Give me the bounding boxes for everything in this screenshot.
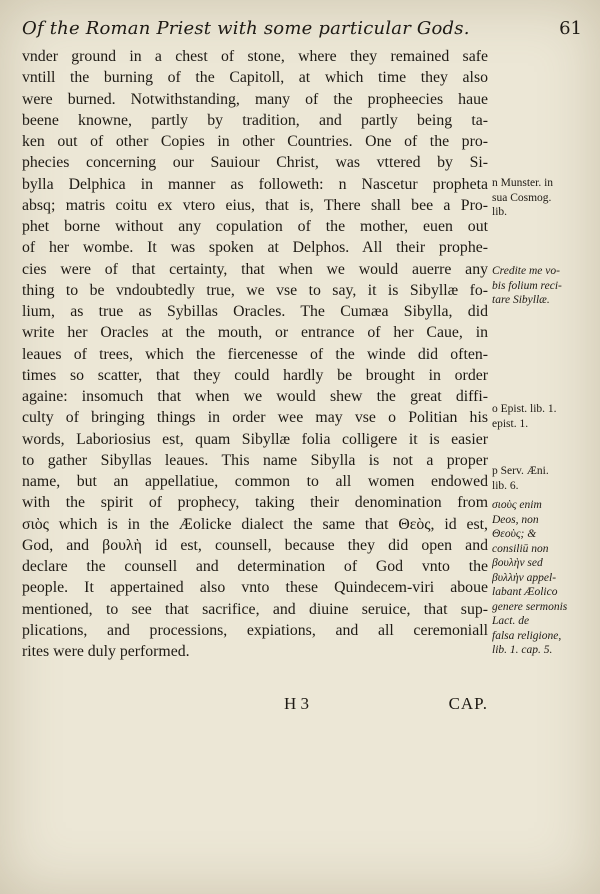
text-line: name, but an appellatiue, common to all women endowed [22, 473, 488, 490]
text-line: were burned. Notwithstanding, many of the propheecies haue [22, 90, 488, 108]
margin-note-line: σιοὺς enim [492, 499, 542, 511]
margin-note-line: falsa religione, [492, 629, 562, 642]
margin-note-line: Deos, non [492, 513, 539, 526]
margin-note-line: lib. 6. [492, 479, 519, 492]
margin-note-line: epist. 1. [492, 417, 529, 430]
text-line: lium, as true as Sybillas Oracles. The Cumæa Sibylla, did [22, 303, 488, 320]
running-head: Of the Roman Priest with some particular Gods. [22, 18, 470, 39]
margin-note-line: genere sermonis [492, 600, 568, 613]
margin-note-servius [492, 464, 596, 493]
text-line: absq; matris coitu ex vtero eius, that is, There shall bee a Pro- [22, 196, 488, 214]
text-line: vnder ground in a chest of stone, where they remained safe [22, 48, 488, 65]
margin-note-credite [492, 264, 596, 308]
text-line: of her wombe. It was spoken at Delphos. All their prophe- [22, 239, 488, 257]
text-line: God, and βουλὴ id est, counsell, because they did open and [22, 536, 488, 554]
text-line: to gather Sibyllas leaues. This name Sibylla is not a proper [22, 451, 488, 469]
margin-note-munster [492, 176, 596, 220]
page-footer [22, 694, 488, 720]
text-line: beene knowne, partly by tradition, and partly being ta- [22, 111, 488, 129]
text-line: leaues of trees, which the fiercenesse of the winde did often- [22, 345, 488, 363]
catchword: CAP. [448, 694, 488, 713]
text-line: words, Laboriosius est, quam Sibyllæ folia colligere it is easier [22, 430, 488, 448]
margin-note-line: sua Cosmog. [492, 191, 552, 204]
text-line: ken out of other Copies in other Countries. One of the pro- [22, 133, 488, 150]
page-number: 61 [559, 18, 582, 39]
margin-note-line: Θεοὺς; & [492, 528, 537, 540]
text-line: phecies concerning our Sauiour Christ, was vttered by Si- [22, 154, 488, 172]
text-line: times so scatter, that they could hardly be brought in order [22, 366, 488, 384]
margin-note-line: p Serv. Æni. [492, 465, 549, 477]
body-text [22, 46, 488, 662]
margin-note-line: bis folium reci- [492, 279, 562, 292]
margin-note-line: lib. [492, 206, 508, 218]
margin-note-aeolic [492, 498, 596, 658]
margin-note-politian [492, 402, 596, 431]
margin-note-line: βυλλὴν appel- [492, 571, 557, 584]
margin-note-line: labant Æolico [492, 586, 558, 598]
signature-mark: H 3 [284, 694, 310, 713]
text-line: mentioned, to see that sacrifice, and diuine seruice, that sup- [22, 600, 488, 618]
text-line: culty of bringing things in order wee may vse o Politian his [22, 409, 488, 427]
text-line: with the spirit of prophecy, taking their denomination from [22, 494, 488, 512]
margin-note-line: Credite me vo- [492, 265, 560, 277]
text-line: bylla Delphica in manner as followeth: n Nascetur propheta [22, 175, 488, 193]
margin-note-line: tare Sibyllæ. [492, 294, 550, 306]
margin-note-line: βουλὴν sed [492, 557, 543, 569]
text-line: people. It appertained also vnto these Quindecem-viri aboue [22, 579, 488, 597]
text-line: σιὸς which is in the Æolicke dialect the same that Θεὸς, id est, [22, 515, 488, 533]
text-line: thing to be vndoubtedly true, we vse to say, it is Sibyllæ fo- [22, 281, 488, 299]
margin-note-line: n Munster. in [492, 177, 554, 189]
text-line: rites were duly performed. [22, 643, 190, 660]
text-line: againe: insomuch that when we would shew the great diffi- [22, 388, 488, 405]
page-header [22, 18, 582, 46]
text-line: vntill the burning of the Capitoll, at which time they also [22, 69, 488, 87]
margin-note-line: consiliū non [492, 542, 549, 555]
text-line: declare the counsell and determination of God vnto the [22, 558, 488, 575]
text-line: write her Oracles at the mouth, or entrance of her Caue, in [22, 324, 488, 342]
text-line: cies were of that certainty, that when we would auerre any [22, 260, 488, 278]
margin-note-line: o Epist. lib. 1. [492, 403, 557, 415]
margin-note-line: lib. 1. cap. 5. [492, 644, 553, 656]
text-line: plications, and processions, expiations, and all ceremoniall [22, 621, 488, 639]
text-line: phet borne without any copulation of the mother, euen out [22, 218, 488, 235]
margin-note-line: Lact. de [492, 615, 530, 627]
